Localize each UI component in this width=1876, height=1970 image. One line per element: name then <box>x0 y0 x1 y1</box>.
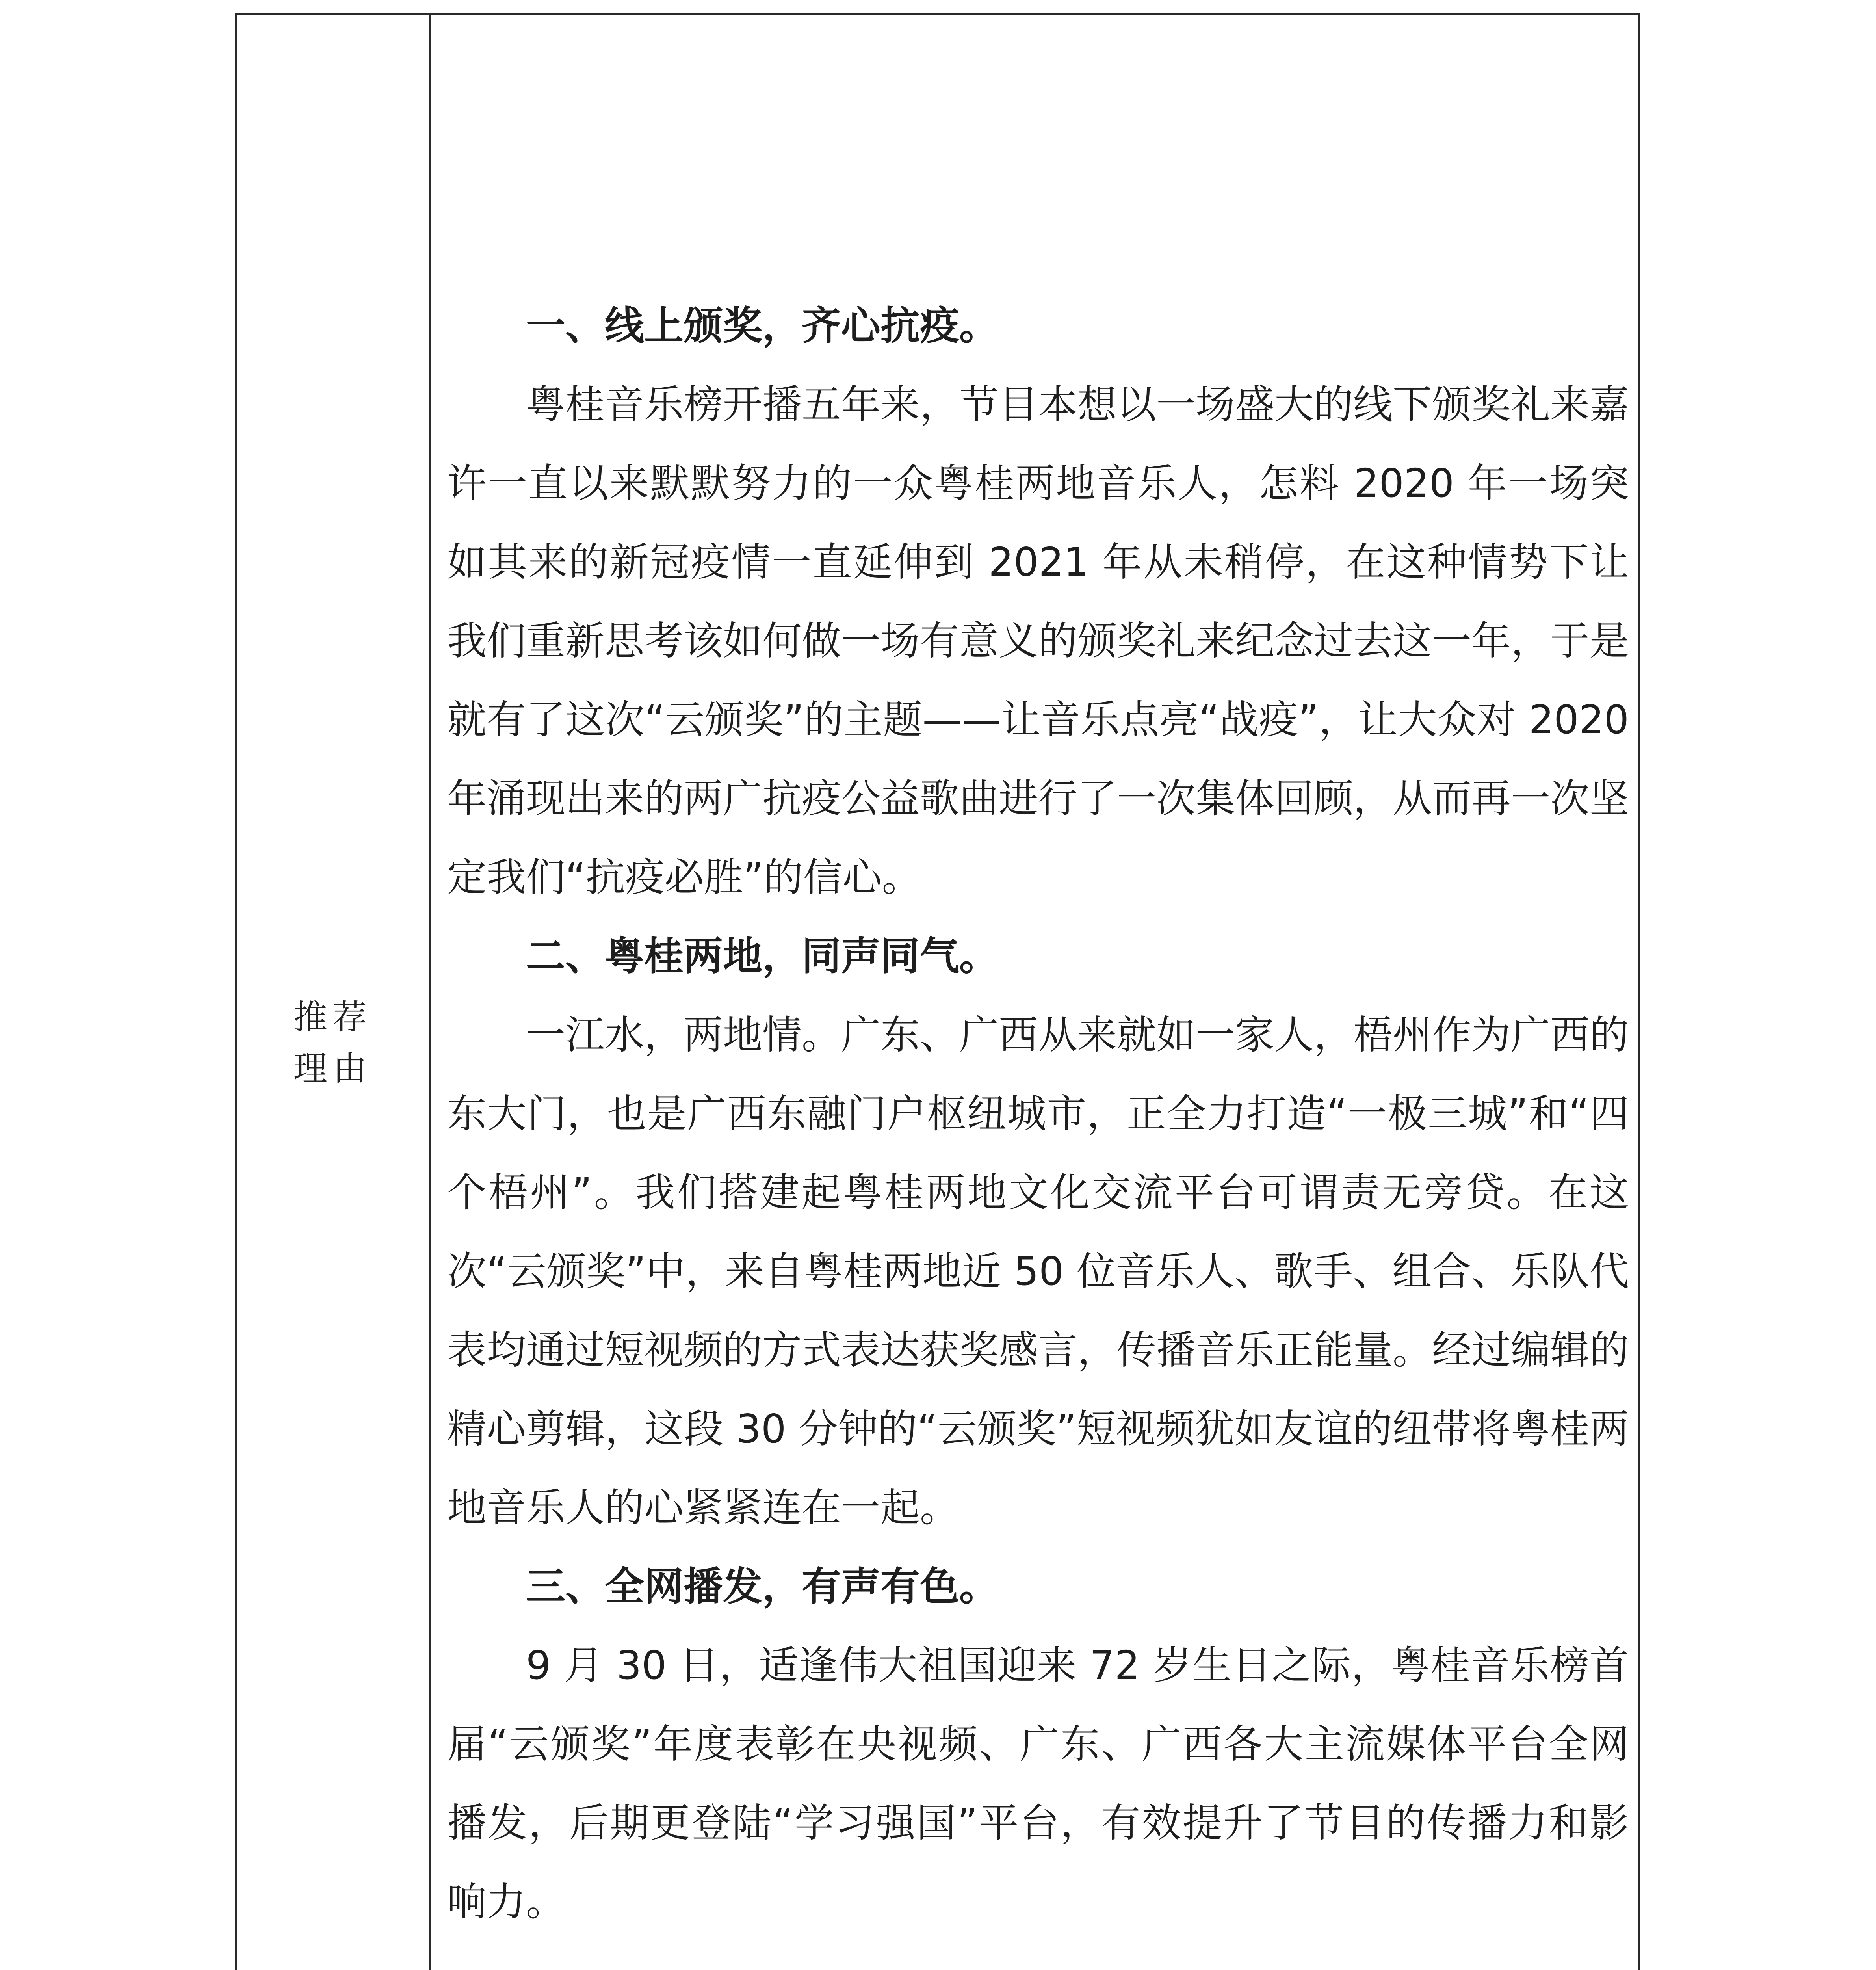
content-cell <box>431 15 1638 1970</box>
section-1-body: 粤桂音乐榜开播五年来，节目本想以一场盛大的线下颁奖礼来嘉许一直以来默默努力的一众粤桂两地音乐人，怎料 2020 年一场突如其来的新冠疫情一直延伸到 2021 年从未稍停，在这种情势下让我们重新思考该如何做一场有意义的颁奖礼来纪念过去这一年，于是就有了这次“云颁奖”的主题——让音乐点亮“战疫”，让大众对 2020 年涌现出来的两广抗疫公益歌曲进行了一次集体回顾，从而再一次坚定我们“抗疫必胜”的信心。 <box>447 381 1629 900</box>
section-2-heading: 二、粤桂两地，同声同气。 <box>526 933 999 979</box>
row-label-line-1: 推荐 <box>293 998 372 1037</box>
row-label-line-2: 理由 <box>293 1049 372 1088</box>
form-table <box>235 13 1640 1970</box>
label-cell <box>237 15 431 1970</box>
recommendation-text <box>447 286 1629 1941</box>
section-3-heading: 三、全网播发，有声有色。 <box>526 1563 999 1609</box>
row-label <box>237 992 429 1094</box>
section-1-heading: 一、线上颁奖，齐心抗疫。 <box>526 303 999 349</box>
section-2-body: 一江水，两地情。广东、广西从来就如一家人，梧州作为广西的东大门，也是广西东融门户枢纽城市，正全力打造“一极三城”和“四个梧州”。我们搭建起粤桂两地文化交流平台可谓责无旁贷。在这次“云颁奖”中，来自粤桂两地近 50 位音乐人、歌手、组合、乐队代表均通过短视频的方式表达获奖感言，传播音乐正能量。经过编辑的精心剪辑，这段 30 分钟的“云颁奖”短视频犹如友谊的纽带将粤桂两地音乐人的心紧紧连在一起。 <box>447 1012 1629 1531</box>
section-3-body: 9 月 30 日，适逢伟大祖国迎来 72 岁生日之际，粤桂音乐榜首届“云颁奖”年度表彰在央视频、广东、广西各大主流媒体平台全网播发，后期更登陆“学习强国”平台，有效提升了节目的传播力和影响力。 <box>447 1642 1629 1925</box>
